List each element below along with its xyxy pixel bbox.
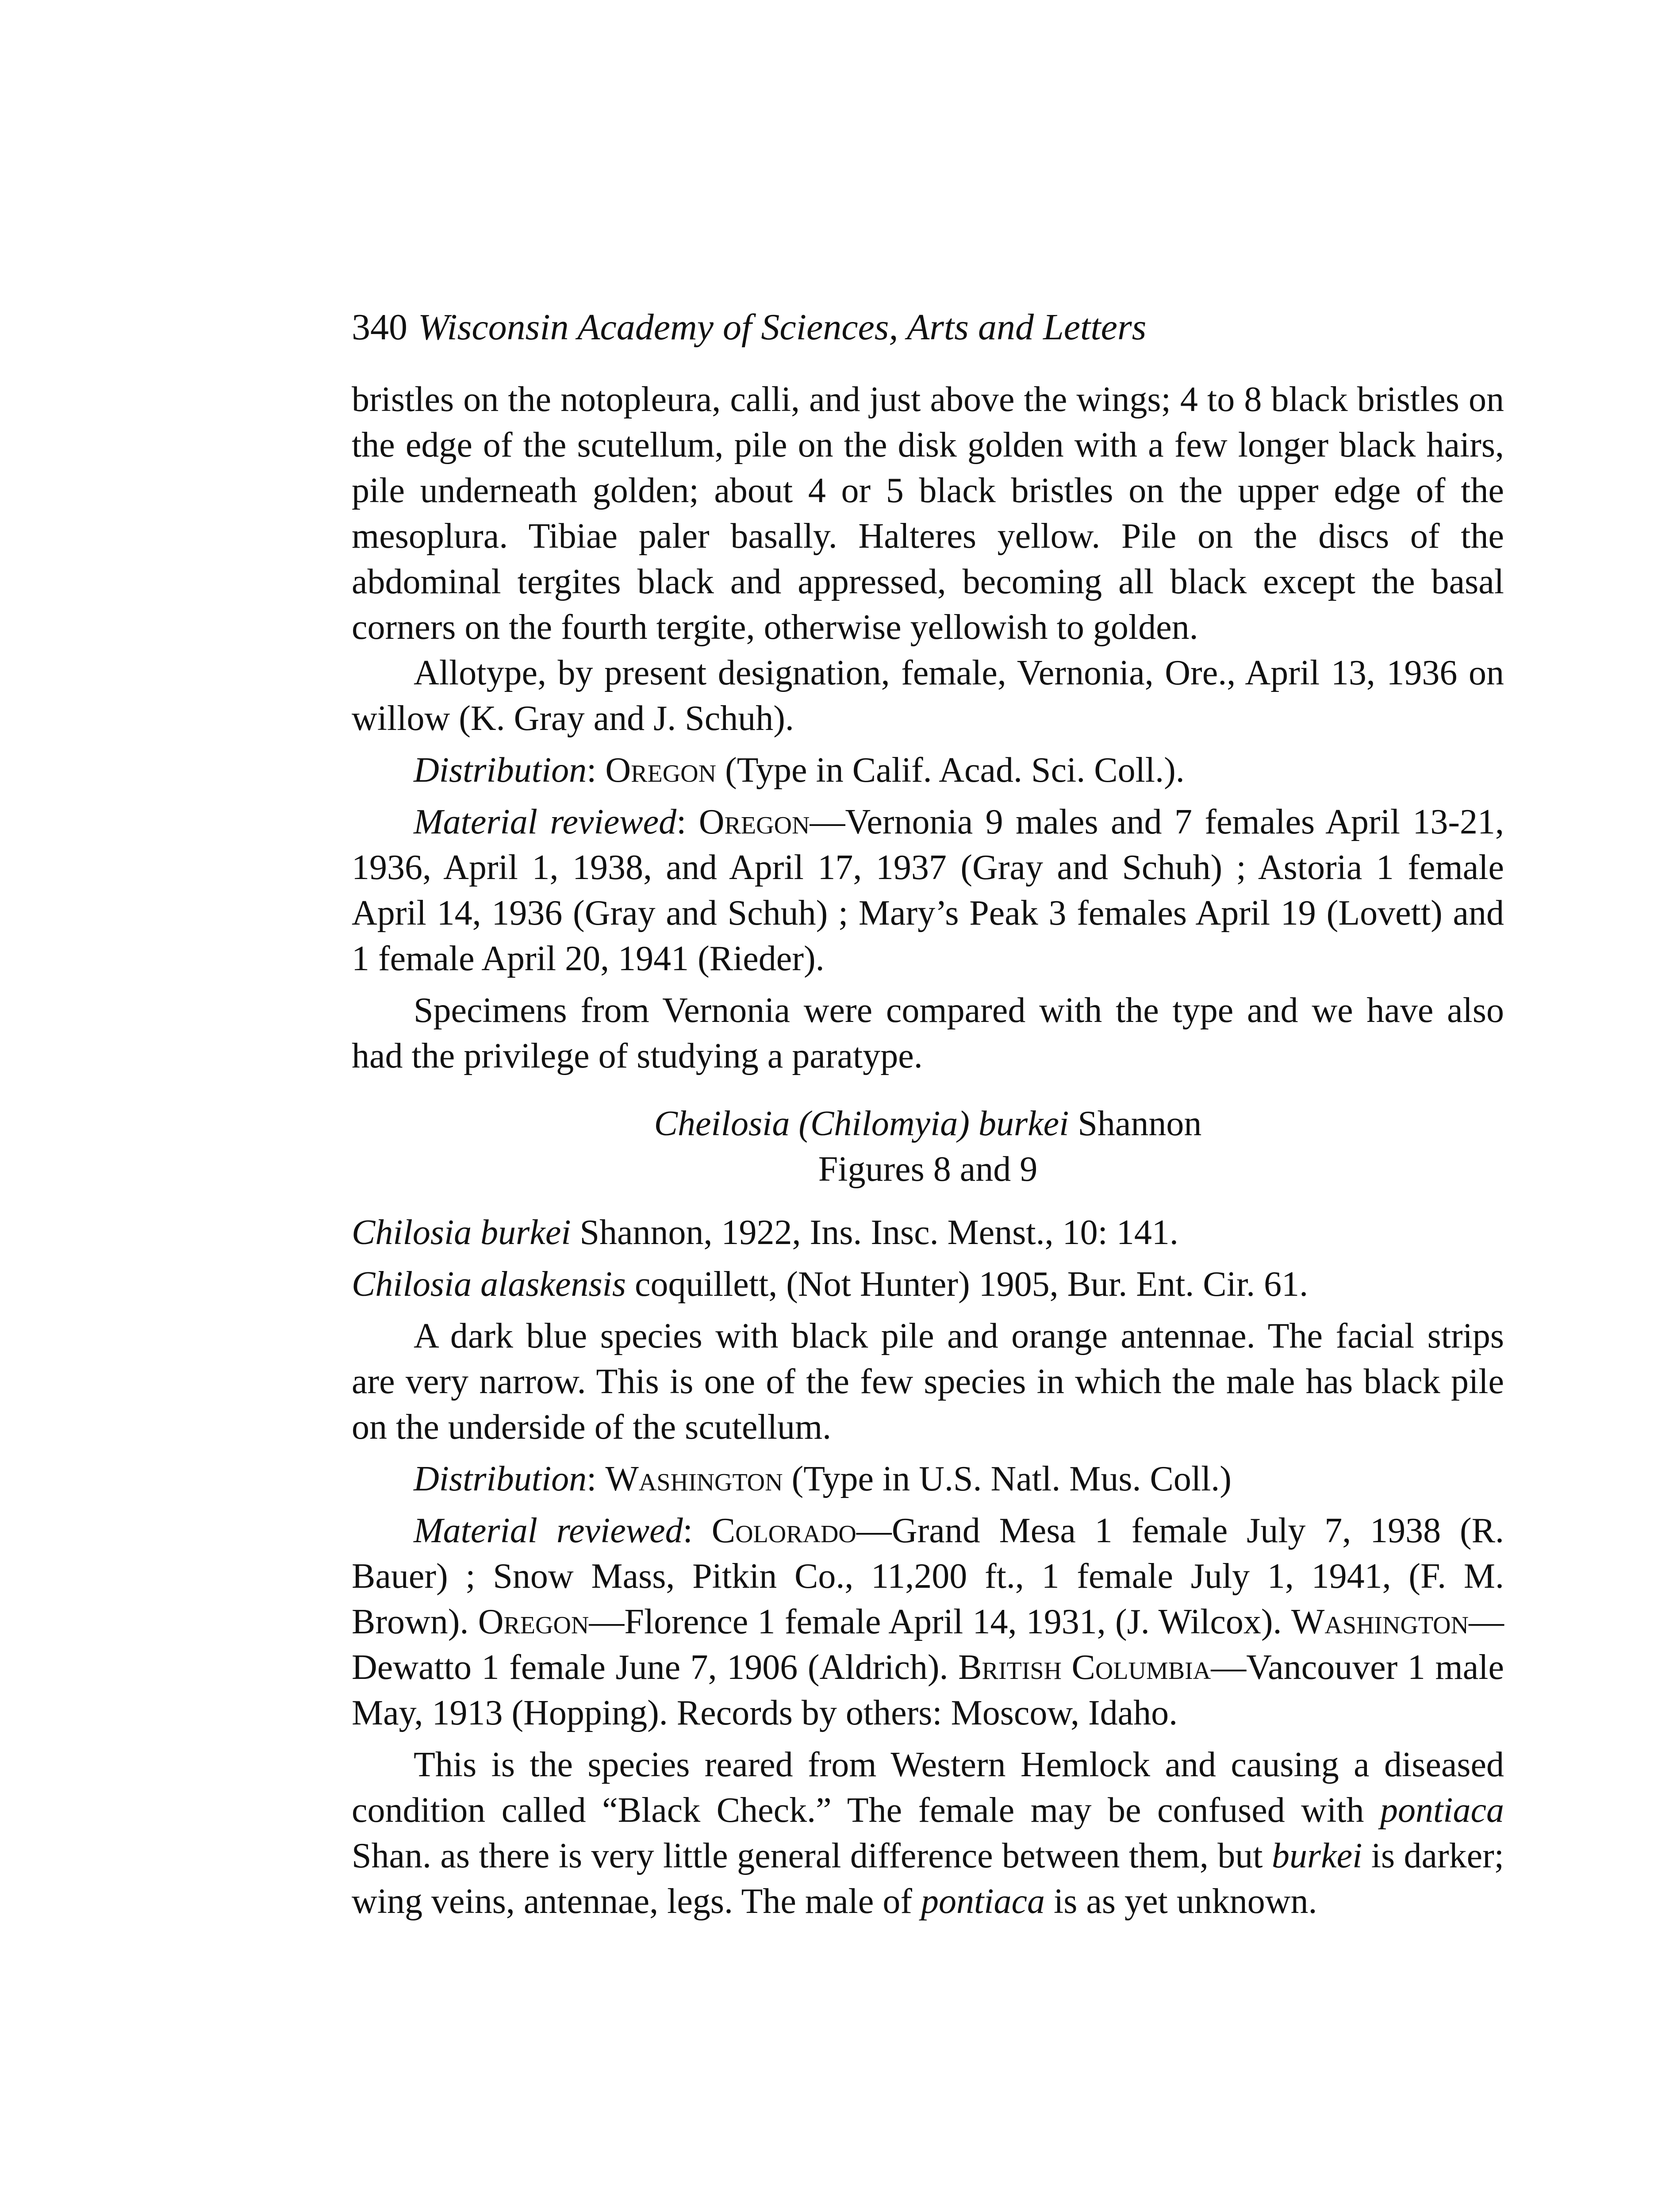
paragraph-distribution-2: Distribution: Washington (Type in U.S. Natl. Mus. Coll.) (414, 1459, 1232, 1498)
species-name: burkei (1271, 1836, 1362, 1875)
place-name: Oregon (698, 803, 810, 841)
species-epithet: burkei (978, 1104, 1069, 1143)
paragraph-specimens: Specimens from Vernonia were compared with the type and we have also had the privilege of studying a paratype. (352, 991, 1504, 1075)
place-name: Washington (605, 1459, 783, 1498)
species-name: pontiaca (921, 1882, 1045, 1921)
page-number: 340 (352, 307, 407, 348)
distribution-label: Distribution (414, 751, 587, 790)
paragraph-final: This is the species reared from Western Hemlock and causing a diseased condition called “Black Check.” The female may be confused with pontiaca Shan. as there is very little general difference between them, but burkei is darker; wing veins, antennae, legs. The male of pontiaca is as yet unknown. (352, 1745, 1504, 1921)
species-author: Shannon (1078, 1104, 1202, 1143)
synonym-1: Chilosia burkei Shannon, 1922, Ins. Insc. Menst., 10: 141. (352, 1213, 1178, 1252)
paragraph-material-reviewed-2: Material reviewed: Colorado—Grand Mesa 1 female July 7, 1938 (R. Bauer) ; Snow Mass, Pitkin Co., 11,200 ft., 1 female July 1, 1941, (F. M. Brown). Oregon—Florence 1 female April 14, 1931, (J. Wilcox). Washington—Dewatto 1 female June 7, 1906 (Aldrich). British Columbia—Vancouver 1 male May, 1913 (Hopping). Records by others: Moscow, Idaho. (352, 1511, 1504, 1732)
journal-title: Wisconsin Academy of Sciences, Arts and Letters (418, 307, 1147, 348)
paragraph-continued-description: bristles on the notopleura, calli, and just above the wings; 4 to 8 black bristles on the edge of the scutellum, pile on the disk golden with a few longer black hairs, pile underneath golden; about 4 or 5 black bristles on the upper edge of the mesoplura. Tibiae paler basally. Halteres yellow. Pile on the discs of the abdominal tergites black and appressed, becoming all black except the basal corners on the fourth tergite, otherwise yellowish to golden. (352, 380, 1504, 647)
synonym-name: Chilosia alaskensis (352, 1265, 626, 1304)
page-text (352, 305, 1504, 1924)
place-name: Oregon (605, 751, 717, 790)
genus-name: Cheilosia (654, 1104, 790, 1143)
paragraph-material-reviewed-1: Material reviewed: Oregon—Vernonia 9 males and 7 females April 13-21, 1936, April 1, 1938, and April 17, 1937 (Gray and Schuh) ; Astoria 1 female April 14, 1936 (Gray and Schuh) ; Mary’s Peak 3 females April 19 (Lovett) and 1 female April 20, 1941 (Rieder). (352, 803, 1504, 978)
place-name: British Columbia (958, 1648, 1211, 1687)
material-reviewed-label: Material reviewed (414, 803, 677, 841)
paragraph-species-description: A dark blue species with black pile and orange antennae. The facial strips are very narrow. This is one of the few species in which the male has black pile on the underside of the scutellum. (352, 1317, 1504, 1447)
distribution-label: Distribution (414, 1459, 587, 1498)
place-name: Washington (1291, 1602, 1469, 1641)
species-name: pontiaca (1380, 1791, 1504, 1830)
synonym-2: Chilosia alaskensis coquillett, (Not Hunter) 1905, Bur. Ent. Cir. 61. (352, 1265, 1309, 1304)
figures-reference: Figures 8 and 9 (818, 1150, 1038, 1189)
place-name: Oregon (478, 1602, 589, 1641)
subgenus-name: (Chilomyia) (798, 1104, 970, 1143)
place-name: Colorado (711, 1511, 856, 1550)
running-header (352, 305, 1504, 349)
material-reviewed-label: Material reviewed (414, 1511, 683, 1550)
synonym-name: Chilosia burkei (352, 1213, 571, 1252)
paragraph-allotype: Allotype, by present designation, female, Vernonia, Ore., April 13, 1936 on willow (K. Gray and J. Schuh). (352, 653, 1504, 738)
paragraph-distribution-1: Distribution: Oregon (Type in Calif. Acad. Sci. Coll.). (414, 751, 1185, 790)
species-heading (352, 1101, 1504, 1147)
